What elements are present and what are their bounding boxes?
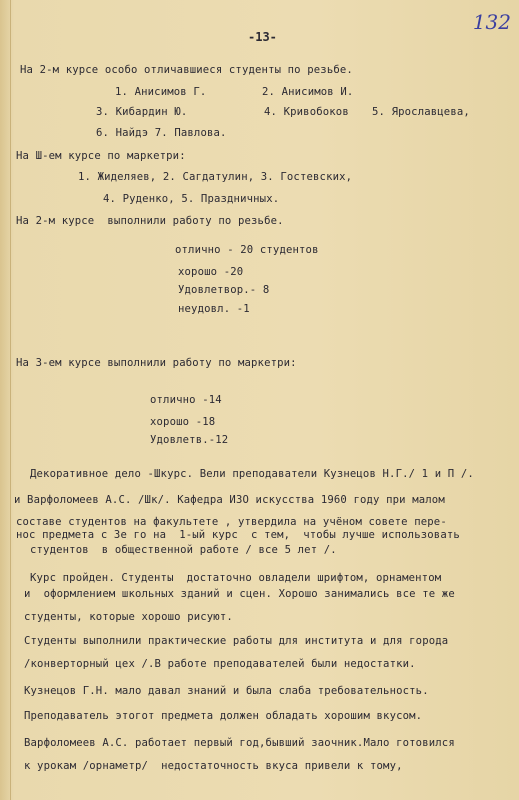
text-line: отлично - 20 студентов — [175, 244, 319, 256]
text-line: составе студентов на факультете , утвердила на учёном совете пере- — [16, 516, 447, 528]
text-line: нос предмета с 3е го на 1-ый курс с тем, чтобы лучше использовать — [16, 529, 460, 541]
text-line: 2. Анисимов И. — [262, 86, 354, 98]
text-line: хорошо -20 — [178, 266, 244, 278]
text-line: 6. Найдэ 7. Павлова. — [96, 127, 227, 139]
margin-line — [10, 0, 11, 800]
text-line: На 3-ем курсе выполнили работу по маркетри: — [16, 357, 297, 369]
text-line: На Ш-ем курсе по маркетри: — [16, 150, 186, 162]
text-line: Кузнецов Г.Н. мало давал знаний и была слаба требовательность. — [24, 685, 429, 697]
text-line: Курс пройден. Студенты достаточно овладели шрифтом, орнаментом — [30, 572, 442, 584]
text-line: 3. Кибардин Ю. — [96, 106, 188, 118]
text-line: и оформлением школьных зданий и сцен. Хорошо занимались все те же — [24, 588, 455, 600]
text-line: На 2-м курсе особо отличавшиеся студенты по резьбе. — [20, 64, 353, 76]
text-line: неудовл. -1 — [178, 303, 250, 315]
text-line: Преподаватель этогот предмета должен обладать хорошим вкусом. — [24, 710, 423, 722]
text-line: На 2-м курсе выполнили работу по резьбе. — [16, 215, 284, 227]
text-line: Варфоломеев А.С. работает первый год,бывший заочник.Мало готовился — [24, 737, 455, 749]
text-line: отлично -14 — [150, 394, 222, 406]
text-line: Студенты выполнили практические работы для института и для города — [24, 635, 449, 647]
text-line: и Варфоломеев А.С. /Шк/. Кафедра ИЗО искусства 1960 году при малом — [14, 494, 445, 506]
text-line: 4. Руденко, 5. Праздничных. — [103, 193, 280, 205]
page-number: -13- — [248, 30, 277, 44]
text-line: Удовлетв.-12 — [150, 434, 229, 446]
text-line: студенты, которые хорошо рисуют. — [24, 611, 233, 623]
text-line: Декоративное дело -Шкурс. Вели преподаватели Кузнецов Н.Г./ 1 и П /. — [30, 468, 474, 480]
text-line: к урокам /орнаметр/ недостаточность вкуса привели к тому, — [24, 760, 403, 772]
text-line: студентов в общественной работе / все 5 лет /. — [30, 544, 337, 556]
text-line: 5. Ярославцева, — [372, 106, 470, 118]
text-line: 1. Жиделяев, 2. Сагдатулин, 3. Гостевских, — [78, 171, 353, 183]
archive-number: 132 — [472, 10, 511, 34]
text-line: хорошо -18 — [150, 416, 216, 428]
text-line: 1. Анисимов Г. — [115, 86, 207, 98]
text-line: /конверторный цех /.В работе преподавателей были недостатки. — [24, 658, 416, 670]
text-line: 4. Кривобоков — [264, 106, 349, 118]
text-line: Удовлетвор.- 8 — [178, 284, 270, 296]
